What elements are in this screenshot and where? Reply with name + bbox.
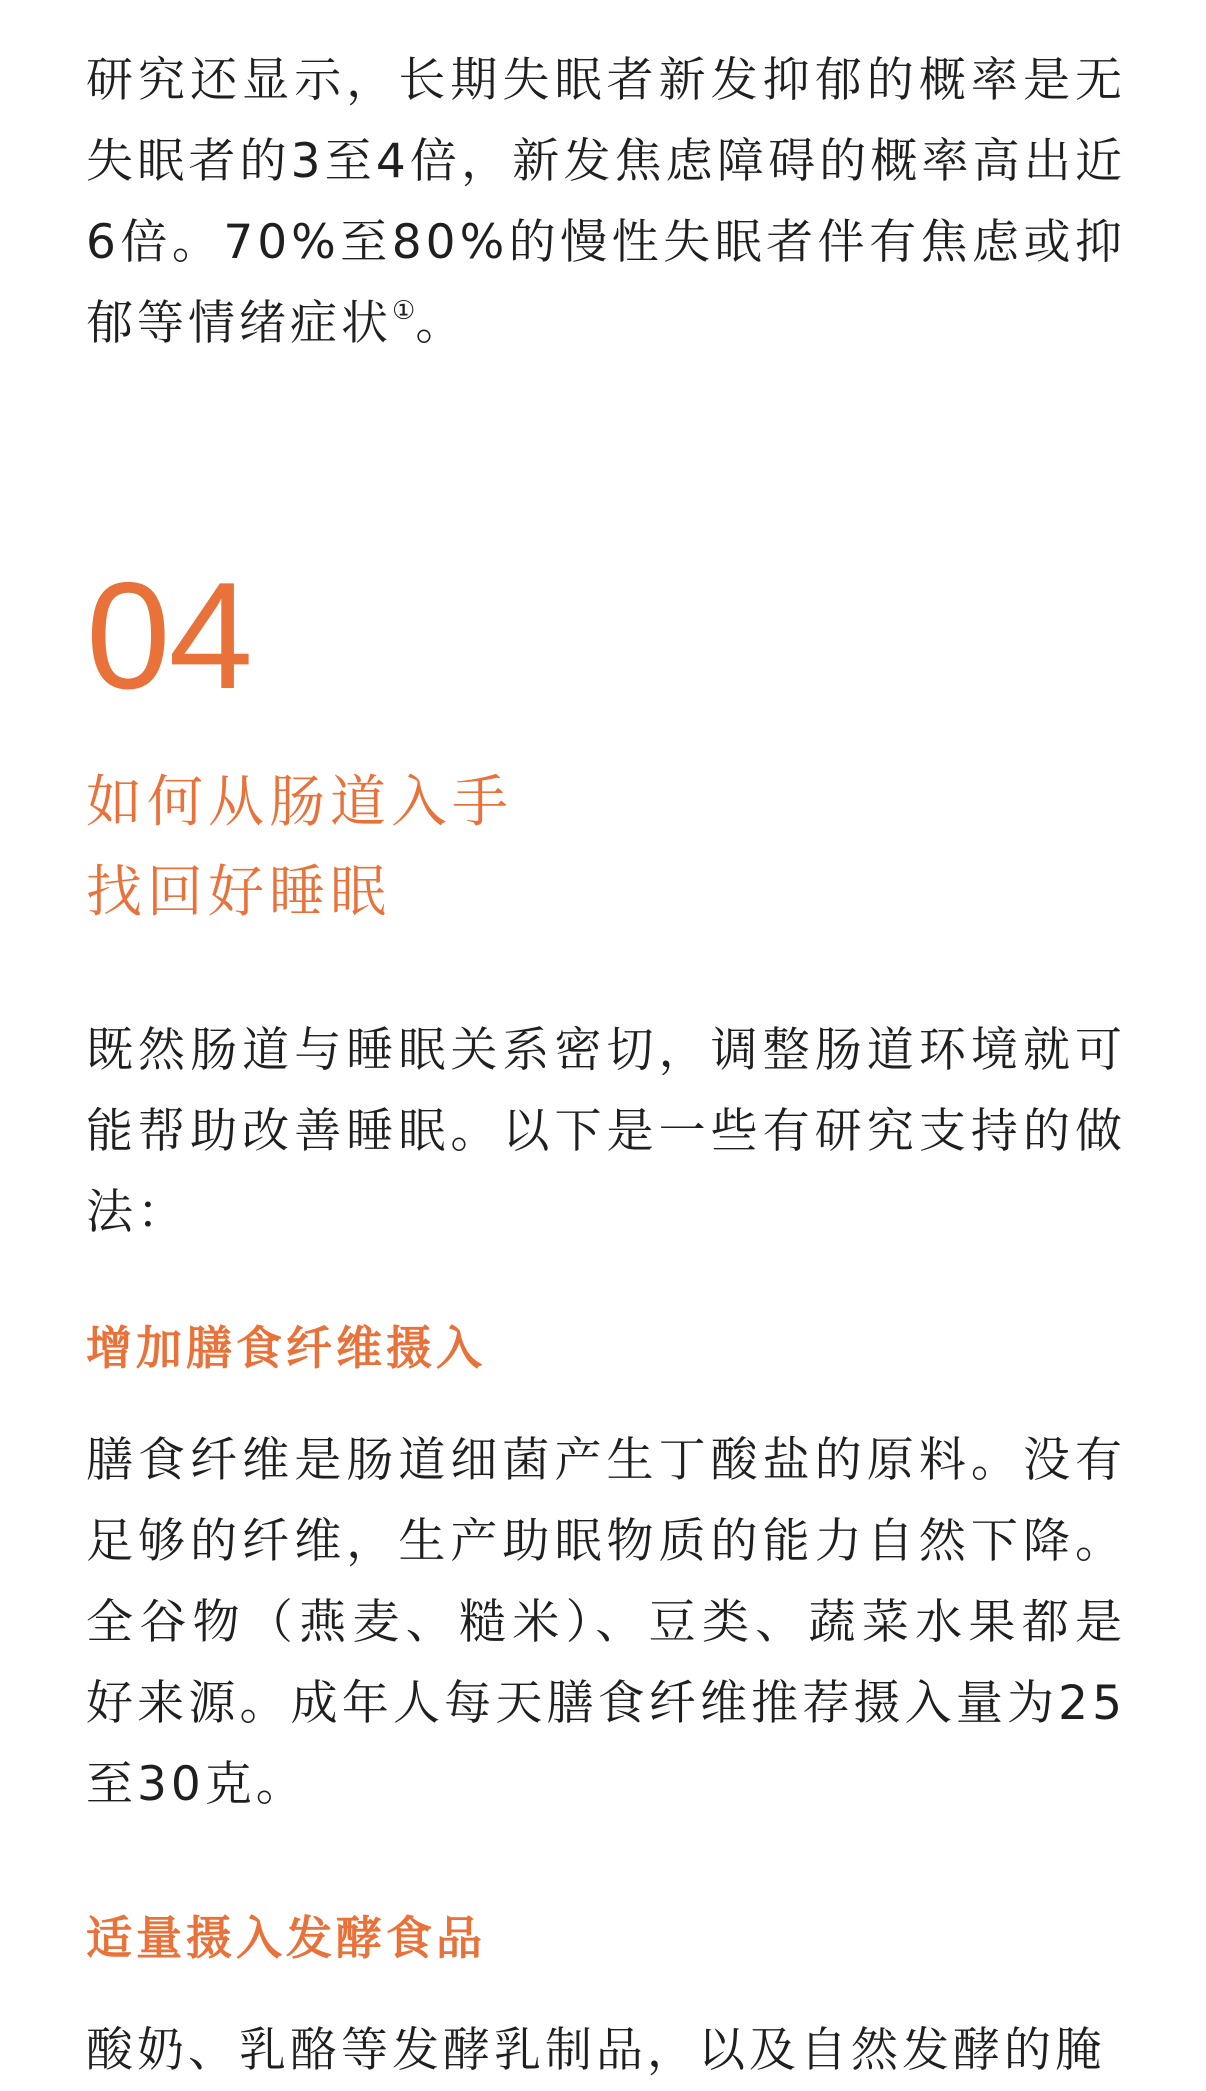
tip-heading-fermented: 适量摄入发酵食品	[86, 1911, 486, 1965]
section-title	[86, 758, 513, 938]
tip-heading-fiber: 增加膳食纤维摄入	[86, 1321, 486, 1375]
tip-body-fermented: 酸奶、乳酪等发酵乳制品，以及自然发酵的腌	[86, 2023, 1106, 2078]
intro-ending: 。	[415, 296, 467, 351]
section-lead-paragraph: 既然肠道与睡眠关系密切，调整肠道环境就可能帮助改善睡眠。以下是一些有研究支持的做法：	[86, 1023, 1126, 1240]
footnote-marker[interactable]: ①	[392, 296, 416, 326]
intro-paragraph	[86, 40, 1126, 364]
tip-body-fiber: 膳食纤维是肠道细菌产生丁酸盐的原料。没有足够的纤维，生产助眠物质的能力自然下降。全谷物（燕麦、糙米）、豆类、蔬菜水果都是好来源。成年人每天膳食纤维推荐摄入量为25至30克。	[86, 1433, 1126, 1812]
section-title-line-1: 如何从肠道入手	[86, 770, 513, 835]
intro-text: 研究还显示，长期失眠者新发抑郁的概率是无失眠者的3至4倍，新发焦虑障碍的概率高出近6倍。70%至80%的慢性失眠者伴有焦虑或抑郁等情绪症状	[86, 53, 1126, 351]
section-number: 04	[86, 551, 252, 721]
section-title-line-2: 找回好睡眠	[86, 860, 391, 925]
